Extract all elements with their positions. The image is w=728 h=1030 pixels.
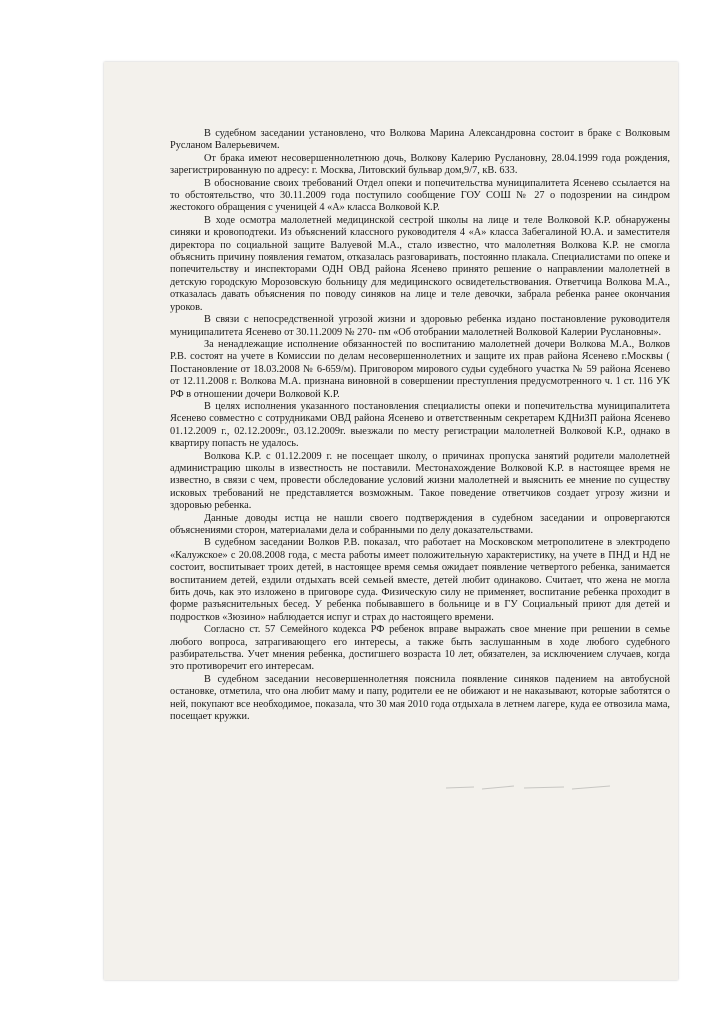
paragraph-12: В судебном заседании несовершеннолетняя пояснила появление синяков падением на автобусной остановке, отметила, что она любит маму и папу, родители ее не обижают и не наказывают, которые заботятся о ней, покупают все необходимое, показала, что 30 мая 2010 года отдыхала в летнем лагере, куда ее отвозила мама, посещает кружки.: [170, 673, 670, 723]
paragraph-8: Волкова К.Р. с 01.12.2009 г. не посещает школу, о причинах пропуска занятий родители малолетней администрацию школы в известность не поставили. Местонахождение Волковой К.Р. в настоящее время не известно, в связи с чем, провести обследование условий жизни малолетней и выяснить ее мнение по существу исковых требований не представляется возможным. Такое поведение ответчиков создает угрозу жизни и здоровью ребенка.: [170, 450, 670, 512]
paragraph-6: За ненадлежащие исполнение обязанностей по воспитанию малолетней дочери Волкова М.А., Волков Р.В. состоят на учете в Комиссии по делам несовершеннолетних и защите их прав района Ясенево г.Москвы ( Постановление от 18.03.2008 № 6-659/м). Приговором мирового судьи судебного участка № 59 района Ясенево от 12.11.2008 г. Волкова М.А. признана виновной в совершении преступления предусмотренного ч. 1 ст. 116 УК РФ в отношении дочери Волковой К.Р.: [170, 338, 670, 400]
paragraph-3: В обоснование своих требований Отдел опеки и попечительства муниципалитета Ясенево ссылается на то обстоятельство, что 30.11.2009 года поступило сообщение ГОУ СОШ № 27 о подозрении на синдром жестокого обращения с ученицей 4 «А» класса Волковой К.Р.: [170, 177, 670, 214]
paragraph-9: Данные доводы истца не нашли своего подтверждения в судебном заседании и опровергаются объяснениями сторон, материалами дела и собранными по делу доказательствами.: [170, 512, 670, 536]
paragraph-11: Согласно ст. 57 Семейного кодекса РФ ребенок вправе выражать свое мнение при решении в семье любого вопроса, затрагивающего его интересы, а также быть заслушанным в ходе любого судебного разбирательства. Учет мнения ребенка, достигшего возраста 10 лет, обязателен, за исключением случаев, когда это противоречит его интересам.: [170, 624, 670, 673]
paragraph-10: В судебном заседании Волков Р.В. показал, что работает на Московском метрополитене в электродепо «Калужское» с 20.08.2008 года, с места работы имеет положительную характеристику, на учете в ПНД и НД не состоит, воспитывает троих детей, в настоящее время семья ожидает появление четвертого ребенка, занимается воспитанием детей, ездили отдыхать всей семьей вместе, детей любит одинаково. Считает, что жена не могла бить дочь, как это изложено в приговоре суда. Физическую силу не применяет, воспитание ребенка проходит в форме разъяснительных бесед. У ребенка побывавшего в больнице и в ГУ Социальный приют для детей и подростков «Зюзино» наблюдается испуг и страх до настоящего времени.: [170, 537, 670, 623]
scanned-page: [104, 62, 678, 980]
paragraph-5: В связи с непосредственной угрозой жизни и здоровью ребенка издано постановление руководителя муниципалитета Ясенево от 30.11.2009 № 270- пм «Об отобрании малолетней Волковой Калерии Руслановны».: [170, 314, 670, 338]
paragraph-4: В ходе осмотра малолетней медицинской сестрой школы на лице и теле Волковой К.Р. обнаружены синяки и кровоподтеки. Из объяснений классного руководителя 4 «А» класса Забегалиной Ю.А. и заместителя директора по социальной защите Валуевой М.А., стало известно, что малолетняя Волкова К.Р. не смогла объяснить причину появления гематом, отказалась разговаривать, постоянно плакала. Специалистами по опеке и попечительству и инспекторами ОДН ОВД района Ясенево принято решение о направлении малолетней в детскую городскую Морозовскую больницу для медицинского освидетельствования. Ответчица Волкова М.А., отказалась давать объяснения по поводу синяков на лице и теле девочки, забрала ребенка ранее окончания уроков.: [170, 214, 670, 313]
paragraph-1: В судебном заседании установлено, что Волкова Марина Александровна состоит в браке с Волковым Русланом Валерьевичем.: [170, 128, 670, 152]
paragraph-2: От брака имеют несовершеннолетнюю дочь, Волкову Калерию Руслановну, 28.04.1999 года рождения, зарегистрированную по адресу: г. Москва, Литовский бульвар дом,9/7, кВ. 633.: [170, 152, 670, 177]
document-body: [170, 128, 670, 724]
faint-stamp-marks: [444, 780, 614, 794]
paragraph-7: В целях исполнения указанного постановления специалисты опеки и попечительства муниципалитета Ясенево совместно с сотрудниками ОВД района Ясенево и ответственным секретарем КДНиЗП района Ясенево 01.12.2009 г., 02.12.2009г., 03.12.2009г. выезжали по месту регистрации малолетней Волковой К.Р., однако в квартиру попасть не удалось.: [170, 400, 670, 450]
